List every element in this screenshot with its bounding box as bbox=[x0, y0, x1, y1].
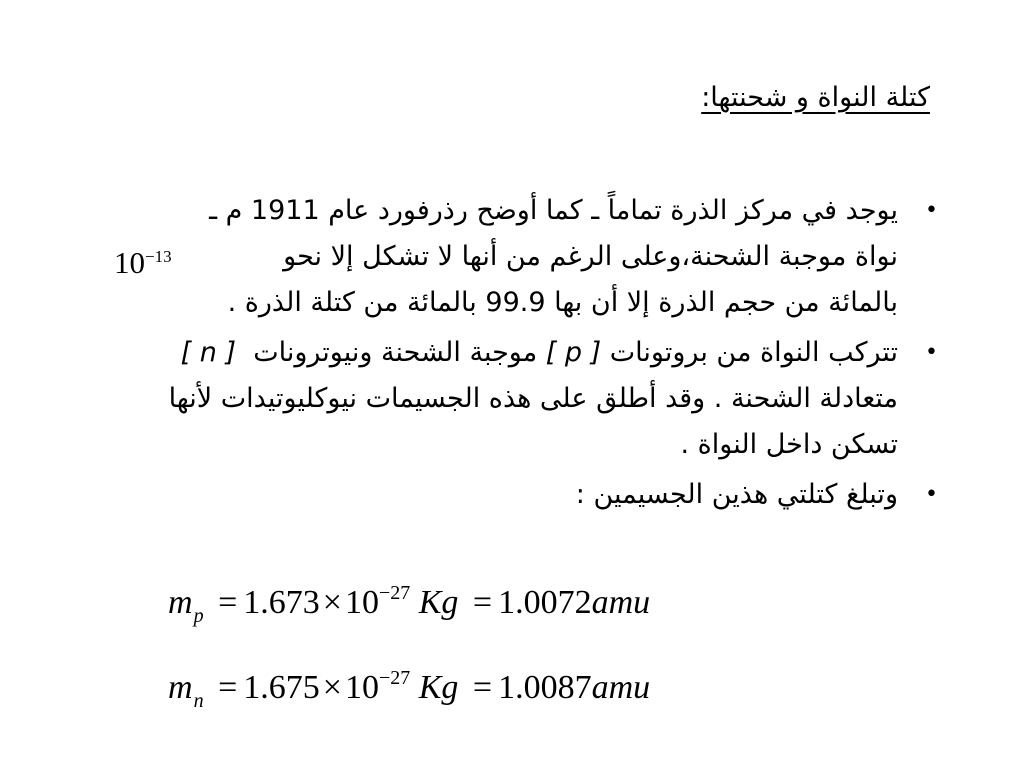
unit-amu: amu bbox=[591, 584, 651, 621]
proton-mass-equation bbox=[168, 562, 650, 647]
bullet-line: نواة موجبة الشحنة،وعلى الرغم من أنها لا تشكل إلا نحو bbox=[283, 241, 898, 272]
mass-symbol: m bbox=[168, 584, 193, 621]
bullet-line: متعادلة الشحنة . وقد أطلق على هذه الجسيمات نيوكليوتيدات لأنها bbox=[168, 383, 898, 414]
power-exponent: −13 bbox=[145, 247, 172, 266]
mass-equations bbox=[168, 562, 650, 732]
bullet-list bbox=[88, 188, 938, 522]
unit-amu: amu bbox=[591, 669, 651, 706]
exponent-base: 10 bbox=[344, 669, 379, 706]
mass-subscript: n bbox=[193, 690, 204, 712]
bullet-line: يوجد في مركز الذرة تماماً ـ كما أوضح رذرفورد عام 1911 م ـ bbox=[209, 195, 898, 226]
mass-subscript: p bbox=[193, 605, 204, 627]
equals-sign: = bbox=[472, 669, 493, 706]
bullet-item-rutherford bbox=[88, 188, 938, 326]
neutron-symbol: [ n ] bbox=[180, 337, 237, 368]
equals-sign: = bbox=[218, 584, 238, 621]
bullet-dot-icon: • bbox=[925, 482, 938, 507]
unit-kg: Kg bbox=[418, 669, 459, 706]
bullet-line: وتبلغ كتلتي هذين الجسيمين : bbox=[575, 479, 898, 510]
exponent-base: 10 bbox=[344, 584, 379, 621]
power-base: 10 bbox=[114, 245, 145, 280]
bullet-item-composition bbox=[88, 330, 938, 468]
exponent: −27 bbox=[378, 582, 411, 604]
times-sign: × bbox=[322, 584, 342, 621]
bullet-text: تتركب النواة من بروتونات bbox=[609, 337, 898, 368]
bullet-text: موجبة الشحنة ونيوترونات bbox=[253, 337, 538, 368]
slide-title: كتلة النواة و شحنتها: bbox=[701, 82, 930, 113]
equals-sign: = bbox=[218, 669, 238, 706]
mass-symbol: m bbox=[168, 669, 193, 706]
bullet-dot-icon: • bbox=[925, 340, 938, 365]
bullet-line bbox=[88, 330, 898, 376]
coefficient: 1.675 bbox=[243, 669, 320, 706]
proton-symbol: [ p ] bbox=[545, 337, 602, 368]
exponent: −27 bbox=[378, 667, 411, 689]
amu-value: 1.0087 bbox=[498, 669, 592, 706]
equals-sign: = bbox=[472, 584, 493, 621]
bullet-dot-icon: • bbox=[925, 198, 938, 223]
neutron-mass-equation bbox=[168, 647, 650, 732]
power-of-ten-expression bbox=[114, 243, 172, 283]
bullet-line: تسكن داخل النواة . bbox=[680, 429, 898, 460]
bullet-item-masses bbox=[88, 472, 938, 518]
times-sign: × bbox=[322, 669, 342, 706]
amu-value: 1.0072 bbox=[498, 584, 592, 621]
unit-kg: Kg bbox=[418, 584, 459, 621]
bullet-line: بالمائة من حجم الذرة إلا أن بها 99.9 بالمائة من كتلة الذرة . bbox=[227, 287, 898, 318]
coefficient: 1.673 bbox=[243, 584, 320, 621]
